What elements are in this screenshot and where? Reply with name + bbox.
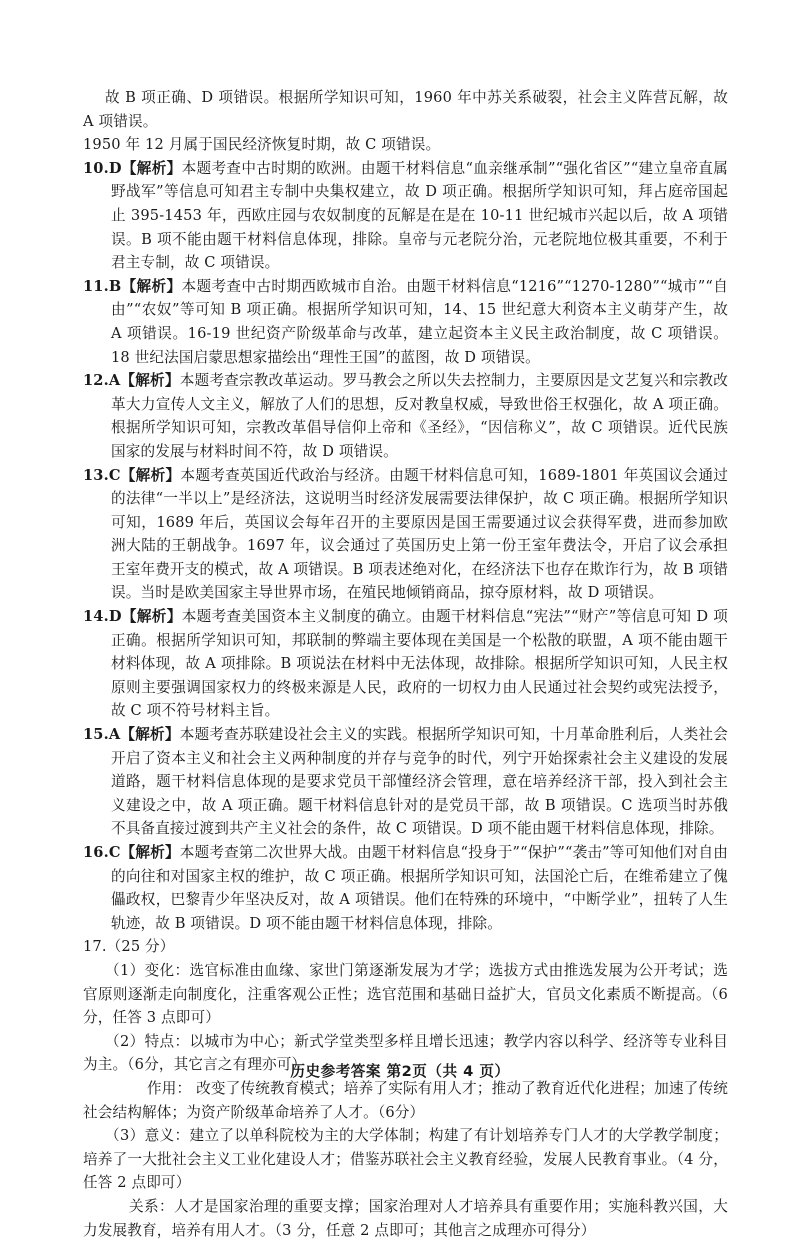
answer-16-label: 16.C【解析】: [83, 844, 180, 861]
answer-10-body: 本题考查中古时期的欧洲。由题干材料信息“血亲继承制”“强化省区”“建立皇帝直属野战军”等信息可知君主专制中央集权建立，故 D 项正确。根据所学知识可知，拜占庭帝国起止 395-1453 年，西欧庄园与农奴制度的瓦解是在是在 10-11 世纪城市兴起以后，故 A 项错误。B 项不能由题干材料信息体现，排除。皇帝与元老院分治，元老院地位极其重要，不利于君主专制，故 C 项错误。: [111, 159, 728, 272]
answer-13: [83, 464, 728, 606]
answer-15-label: 15.A【解析】: [83, 726, 180, 744]
answer-12: [83, 369, 728, 463]
page-footer: 历史参考答案 第2页（共 4 页）: [290, 1063, 510, 1080]
answer-16: [83, 841, 728, 935]
answer-16-body: 本题考查第二次世界大战。由题干材料信息“投身于”“保护”“袭击”等可知他们对自由的向往和对国家主权的维护，故 C 项正确。根据所学知识可知，法国沦亡后，在维希建立了傀儡政权，巴黎青少年坚决反对，故 A 项错误。他们在特殊的环境中，“中断学业”，扭转了人生轨迹，故 B 项错误。D 项不能由题干材料信息体现，排除。: [111, 844, 728, 932]
intro-line-1: 故 B 项正确、D 项错误。根据所学知识可知，1960 年中苏关系破裂，社会主义阵营瓦解，故 A 项错误。: [83, 89, 728, 130]
answer-10-label: 10.D【解析】: [83, 159, 182, 177]
answer-11-body: 本题考查中古时期西欧城市自治。由题干材料信息“1216”“1270-1280”“城市”“自由”“农奴”等可知 B 项正确。根据所学知识可知，14、15 世纪意大利资本主义萌芽产生，故 A 项错误。16-19 世纪资产阶级革命与改革，建立起资本主义民主政治制度，故 C 项错误。18 世纪法国启蒙思想家描绘出“理性王国”的蓝图，故 D 项错误。: [111, 277, 728, 366]
question-17-part-3-significance: （3）意义：建立了以单科院校为主的大学体制；构建了有计划培养专门人才的大学教学制度；培养了一大批社会主义工业化建设人才；借鉴苏联社会主义教育经验，发展人民教育事业。（4 分，任答 2 点即可）: [83, 1127, 728, 1192]
answer-15: [83, 723, 728, 841]
answer-12-body: 本题考查宗教改革运动。罗马教会之所以失去控制力，主要原因是文艺复兴和宗教改革大力宣传人文主义，解放了人们的思想，反对教皇权威，导致世俗王权强化，故 A 项正确。根据所学知识可知，宗教改革倡导信仰上帝和《圣经》，“因信称义”，故 C 项错误。近代民族国家的发展与材料时间不符，故 D 项错误。: [111, 372, 728, 460]
answer-10: [83, 157, 728, 275]
answer-11-label: 11.B【解析】: [83, 277, 182, 295]
question-17-heading: 17.（25 分）: [83, 938, 175, 956]
intro-line-2: 1950 年 12 月属于国民经济恢复时期，故 C 项错误。: [83, 136, 441, 154]
answer-14-body: 本题考查美国资本主义制度的确立。由题干材料信息“宪法”“财产”等信息可知 D 项正确。根据所学知识可知，邦联制的弊端主要体现在美国是一个松散的联盟，A 项不能由题干材料体现，故 A 项排除。B 项说法在材料中无法体现，故排除。根据所学知识可知，人民主权原则主要强调国家权力的终极来源是人民，政府的一切权力由人民通过社会契约或宪法授予，故 C 项不符号材料主旨。: [111, 608, 728, 720]
question-17-part-2-effects: 作用： 改变了传统教育模式；培养了实际有用人才；推动了教育近代化进程；加速了传统社会结构解体；为资产阶级革命培养了人才。（6分）: [83, 1079, 728, 1121]
answer-13-label: 13.C【解析】: [83, 466, 181, 484]
answer-13-body: 本题考查英国近代政治与经济。由题干材料信息可知，1689-1801 年英国议会通过的法律“一半以上”是经济法，这说明当时经济发展需要法律保护，故 C 项正确。根据所学知识可知，1689 年后，英国议会每年召开的主要原因是国王需要通过议会获得军费，进而参加欧洲大陆的王朝战争。1697 年，议会通过了英国历史上第一份王室年费法令，开启了议会承担王室年费开支的模式，故 A 项错误。B 项表述绝对化，在经济法下也存在欺诈行为，故 B 项错误。当时是欧美国家主导世界市场，在殖民地倾销商品，掠夺原材料，故 D 项错误。: [111, 466, 728, 602]
question-17-part-3-relationship: 关系：人才是国家治理的重要支撑；国家治理对人才培养具有重要作用；实施科教兴国，大力发展教育，培养有用人才。（3 分，任意 2 点即可；其他言之成理亦可得分）: [83, 1197, 728, 1239]
answer-14-label: 14.D【解析】: [83, 608, 182, 626]
answer-11: [83, 275, 728, 369]
question-17-part-1: （1）变化：选官标准由血缘、家世门第逐渐发展为才学；选拔方式由推选发展为公开考试；选官原则逐渐走向制度化，注重客观公正性；选官范围和基础日益扩大，官员文化素质不断提高。（6 分，任答 3 点即可）: [83, 961, 728, 1027]
question-17-part-2-features: （2）特点：以城市为中心；新式学堂类型多样且增长迅速；教学内容以科学、经济等专业科目为主。（6分，其它言之有理亦可）: [83, 1032, 728, 1074]
answer-15-body: 本题考查苏联建设社会主义的实践。根据所学知识可知，十月革命胜利后，人类社会开启了资本主义和社会主义两种制度的并存与竞争的时代，列宁开始探索社会主义建设的发展道路，题干材料信息体现的是要求党员干部懂经济会管理，意在培养经济干部，投入到社会主义建设之中，故 A 项正确。题干材料信息针对的是党员干部，故 B 项错误。C 选项当时苏俄不具备直接过渡到共产主义社会的条件，故 C 项错误。D 项不能由题干材料信息体现，排除。: [111, 726, 728, 838]
answer-12-label: 12.A【解析】: [83, 372, 180, 390]
answer-14: [83, 605, 728, 723]
